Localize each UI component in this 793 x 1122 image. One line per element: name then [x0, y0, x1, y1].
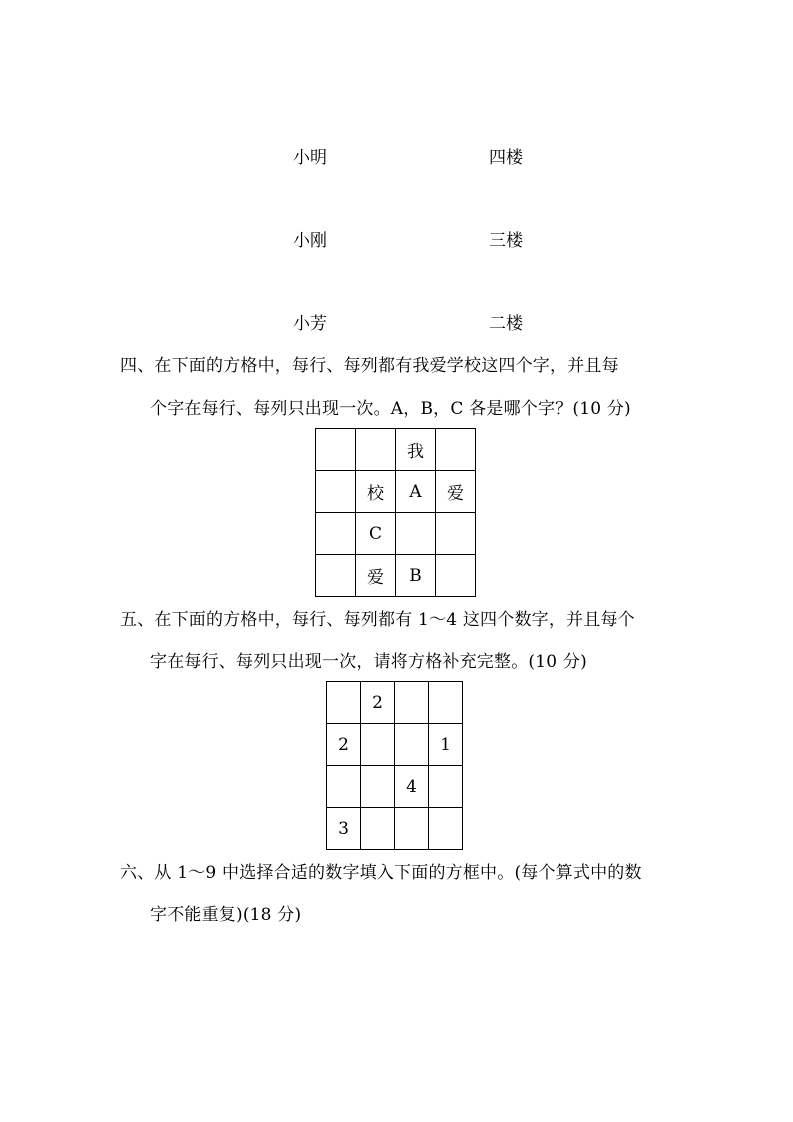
q5-cell[interactable]	[395, 808, 429, 850]
q4-cell[interactable]	[436, 513, 476, 555]
q4-cell[interactable]: 校	[356, 471, 396, 513]
q5-cell[interactable]	[395, 724, 429, 766]
q4-line1: 四、在下面的方格中，每行、每列都有我爱学校这四个字，并且每	[120, 356, 619, 376]
q5-grid-row	[327, 808, 463, 850]
q6-line1: 六、从 1～9 中选择合适的数字填入下面的方框中。(每个算式中的数	[120, 863, 642, 883]
q4-cell[interactable]	[436, 429, 476, 471]
q5-cell[interactable]: 2	[327, 724, 361, 766]
q4-cell[interactable]	[316, 555, 356, 597]
match-right-2: 三楼	[489, 231, 523, 251]
q5-cell[interactable]: 4	[395, 766, 429, 808]
q4-grid	[315, 428, 476, 597]
match-right-1: 四楼	[489, 148, 523, 168]
q5-cell[interactable]	[429, 682, 463, 724]
match-left-2: 小刚	[293, 231, 327, 251]
q5-grid	[326, 681, 463, 850]
match-right-3: 二楼	[489, 314, 523, 334]
q4-grid-row	[316, 471, 476, 513]
q5-cell[interactable]	[327, 682, 361, 724]
q5-grid-row	[327, 766, 463, 808]
q5-line2: 字在每行、每列只出现一次，请将方格补充完整。(10 分)	[150, 652, 587, 672]
q5-cell[interactable]: 2	[361, 682, 395, 724]
q5-line1: 五、在下面的方格中，每行、每列都有 1～4 这四个数字，并且每个	[120, 610, 635, 630]
q5-cell[interactable]	[361, 766, 395, 808]
q4-cell[interactable]	[316, 513, 356, 555]
q4-cell[interactable]: 爱	[356, 555, 396, 597]
q5-cell[interactable]	[429, 808, 463, 850]
q5-grid-row	[327, 724, 463, 766]
q4-cell[interactable]	[316, 471, 356, 513]
q4-cell[interactable]	[436, 555, 476, 597]
q5-cell[interactable]	[361, 724, 395, 766]
q4-grid-row	[316, 429, 476, 471]
q5-cell[interactable]	[361, 808, 395, 850]
q4-cell[interactable]: C	[356, 513, 396, 555]
q4-cell[interactable]	[396, 513, 436, 555]
q4-grid-row	[316, 555, 476, 597]
q6-line2: 字不能重复)(18 分)	[150, 905, 302, 925]
q5-cell[interactable]	[327, 766, 361, 808]
q5-cell[interactable]: 3	[327, 808, 361, 850]
q4-line2: 个字在每行、每列只出现一次。A，B，C 各是哪个字？(10 分)	[150, 399, 631, 419]
q4-cell[interactable]	[316, 429, 356, 471]
q4-cell[interactable]: A	[396, 471, 436, 513]
match-left-3: 小芳	[293, 314, 327, 334]
q4-cell[interactable]	[356, 429, 396, 471]
q5-grid-row	[327, 682, 463, 724]
q4-cell[interactable]: 爱	[436, 471, 476, 513]
q4-cell[interactable]: B	[396, 555, 436, 597]
match-left-1: 小明	[293, 148, 327, 168]
q5-cell[interactable]	[429, 766, 463, 808]
q4-grid-row	[316, 513, 476, 555]
q4-cell[interactable]: 我	[396, 429, 436, 471]
q5-cell[interactable]	[395, 682, 429, 724]
q5-cell[interactable]: 1	[429, 724, 463, 766]
